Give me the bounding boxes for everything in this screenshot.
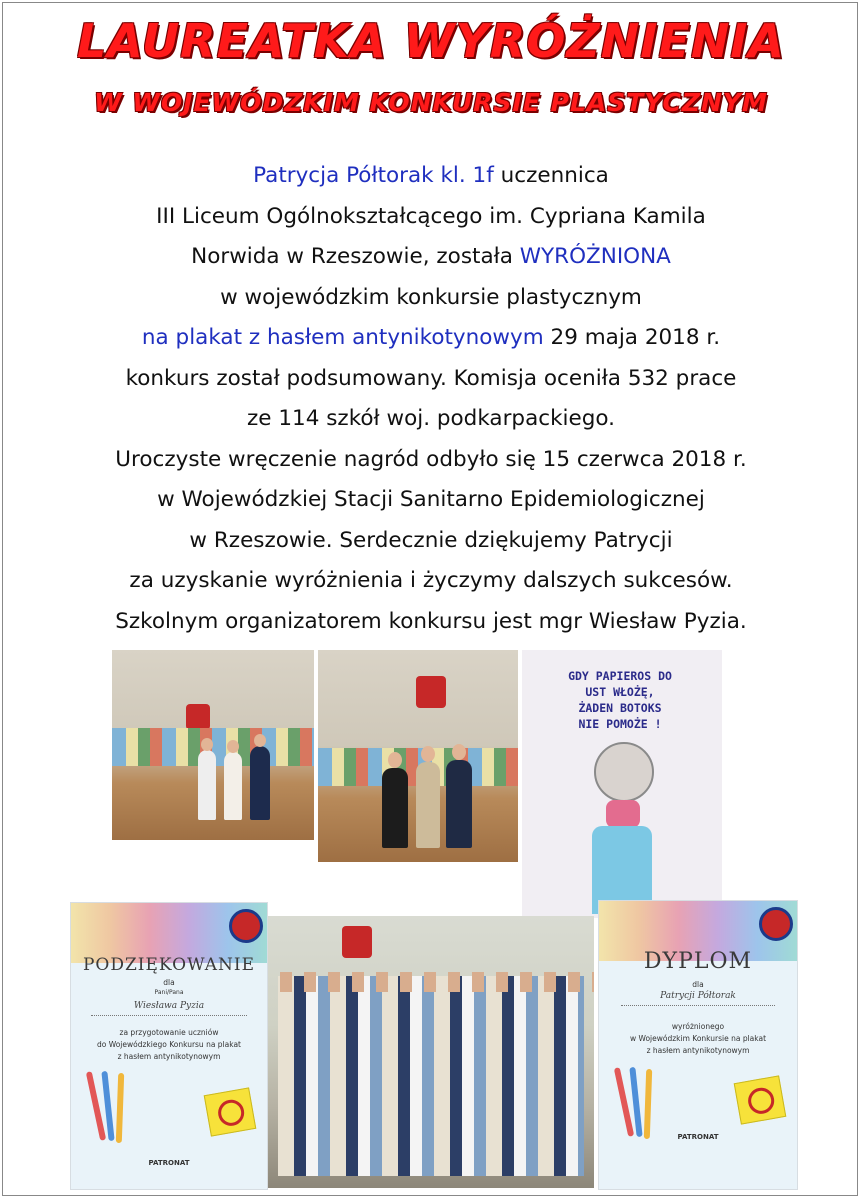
- person: [446, 760, 472, 848]
- slogan-line: GDY PAPIEROS DO: [568, 669, 672, 683]
- emblem-icon: [342, 926, 372, 958]
- poster-cake: [606, 800, 640, 828]
- text-line-4: w wojewódzkim konkursie plastycznym: [220, 284, 642, 310]
- poster-face: [594, 742, 654, 802]
- text-line-2: III Liceum Ogólnokształcącego im. Cypriana Kamila: [156, 203, 706, 229]
- emblem-icon: [416, 676, 446, 708]
- person: [416, 762, 440, 848]
- text-line-7: ze 114 szkół woj. podkarpackiego.: [247, 406, 615, 431]
- cert-name: Wiesława Pyzia: [133, 1001, 205, 1011]
- person-head: [421, 746, 435, 762]
- person: [224, 752, 242, 820]
- slogan-line: UST WŁOŻĘ,: [585, 685, 655, 699]
- text-line-12: Szkolnym organizatorem konkursu jest mgr Wiesław Pyzia.: [115, 608, 747, 634]
- text-line-5-rest: 29 maja 2018 r.: [543, 325, 721, 350]
- student-name: Patrycja Półtorak kl. 1f: [253, 163, 494, 188]
- award-word: WYRÓŻNIONA: [519, 244, 671, 269]
- text-line-8: Uroczyste wręczenie nagród odbyło się 15 czerwca 2018 r.: [115, 446, 747, 472]
- person: [250, 746, 270, 820]
- person-head: [227, 740, 239, 753]
- text-line-9: w Wojewódzkiej Stacji Sanitarno Epidemiologicznej: [157, 487, 705, 512]
- person: [382, 768, 408, 848]
- cert-line-1: za przygotowanie uczniów: [119, 1028, 219, 1037]
- cert-dla: dla: [163, 978, 175, 987]
- faces-row: [268, 972, 594, 992]
- name-line: [621, 1005, 775, 1006]
- text-line-1: [10, 156, 852, 197]
- name-line: [91, 1015, 247, 1016]
- curator-logo-icon: [759, 907, 793, 941]
- text-line-3-start: Norwida w Rzeszowie, została: [191, 244, 520, 269]
- slogan-line: NIE POMOŻE !: [578, 717, 662, 731]
- photo-group: [268, 916, 594, 1188]
- person-head: [388, 752, 402, 768]
- poster-slogan: [536, 668, 704, 732]
- text-line-6: konkurs został podsumowany. Komisja oceniła 532 prace: [125, 365, 737, 391]
- brush-icon: [116, 1073, 124, 1143]
- cert-addressee: Pani/Pana: [154, 989, 184, 996]
- text-line-1-rest: uczennica: [493, 163, 609, 188]
- brush-icon: [644, 1069, 652, 1139]
- text-line-5: [10, 318, 852, 359]
- slogan-line: ŻADEN BOTOKS: [578, 701, 662, 715]
- text-line-10: w Rzeszowie. Serdecznie dziękujemy Patrycji: [189, 527, 673, 553]
- no-smoking-icon: [204, 1087, 257, 1136]
- person-head: [452, 744, 466, 760]
- contest-topic: na plakat z hasłem antynikotynowym: [141, 325, 544, 350]
- certificate-diploma: [598, 900, 798, 1190]
- no-smoking-icon: [734, 1075, 787, 1124]
- text-line-3: [10, 237, 852, 278]
- photo-ceremony-2: [318, 650, 518, 862]
- text-line-11: za uzyskanie wyróżnienia i życzymy dalszych sukcesów.: [129, 568, 733, 593]
- cert-line-2: w Wojewódzkim Konkursie na plakat: [629, 1034, 767, 1043]
- person: [198, 750, 216, 820]
- cert-patronat: PATRONAT: [148, 1159, 190, 1167]
- person-head: [254, 734, 266, 747]
- group-of-people: [278, 976, 584, 1176]
- cert-heading: PODZIĘKOWANIE: [82, 955, 256, 975]
- emblem-icon: [186, 704, 210, 730]
- photo-winning-poster: [522, 650, 722, 918]
- person-head: [201, 738, 213, 751]
- cert-line-1: wyróżnionego: [671, 1022, 725, 1031]
- cert-patronat: PATRONAT: [677, 1133, 719, 1141]
- curator-logo-icon: [229, 909, 263, 943]
- announcement-text: [10, 156, 852, 642]
- sub-title: W WOJEWÓDZKIM KONKURSIE PLASTYCZNYM: [94, 88, 768, 117]
- photo-ceremony-1: [112, 650, 314, 840]
- cert-line-3: z hasłem antynikotynowym: [646, 1046, 750, 1055]
- cert-line-2: do Wojewódzkiego Konkursu na plakat: [97, 1040, 241, 1049]
- cert-heading: DYPLOM: [643, 949, 753, 974]
- main-title: LAUREATKA WYRÓŻNIENIA: [76, 14, 786, 68]
- cert-line-3: z hasłem antynikotynowym: [117, 1052, 221, 1061]
- cert-name: Patrycji Półtorak: [660, 991, 736, 1001]
- certificate-thanks: [70, 902, 268, 1190]
- cert-dla: dla: [692, 980, 704, 989]
